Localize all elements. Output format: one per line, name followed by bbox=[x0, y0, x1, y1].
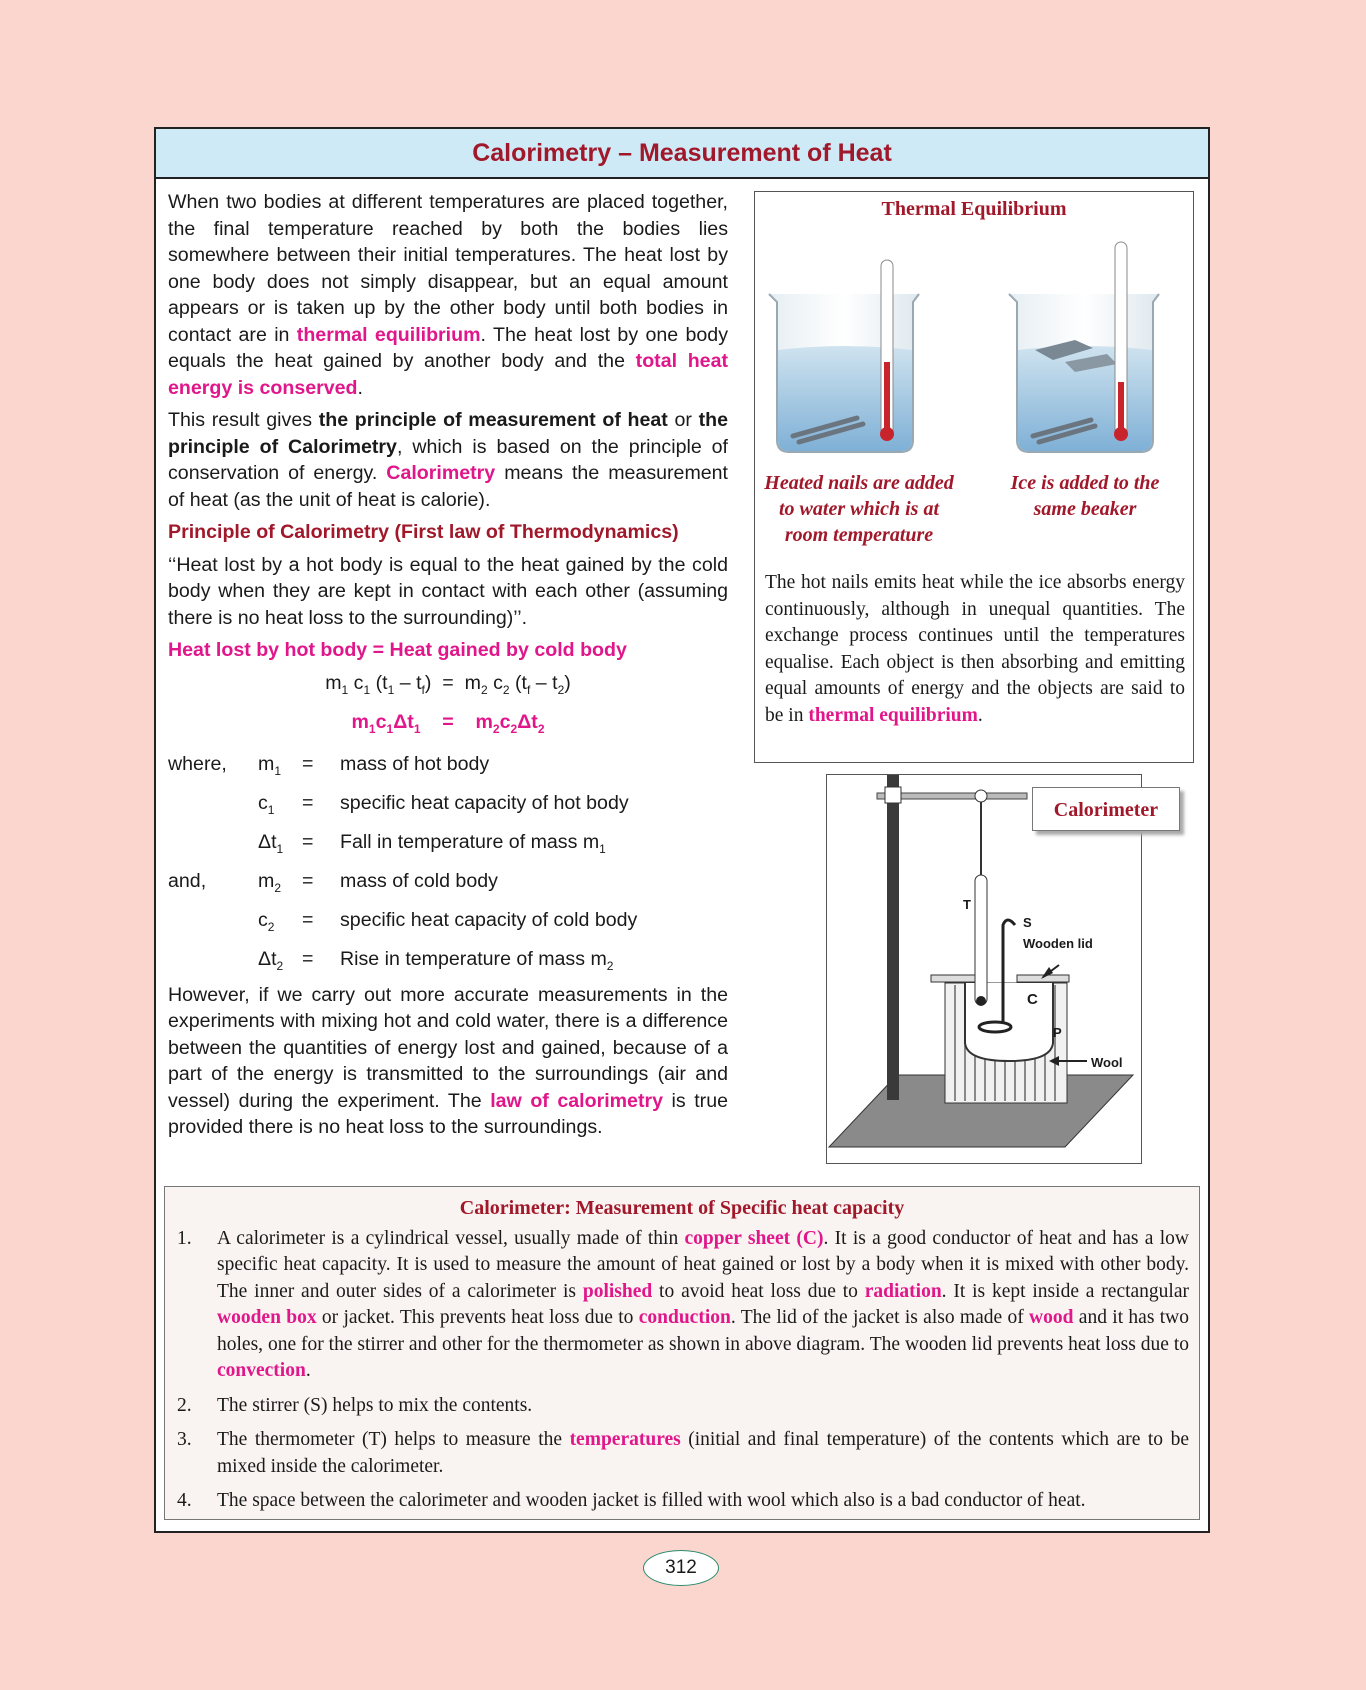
intro-paragraph-2 bbox=[168, 407, 728, 513]
equilibrium-text: The hot nails emits heat while the ice absorbs energy continuously, although in unequal quantities. The exchange process continues until the temperatures equalise. Each object is then absorbing and emitting equal amounts of energy and the objects are said to be in thermal equilibrium. bbox=[765, 572, 1185, 726]
bold-text: the principle of measurement of heat bbox=[318, 409, 668, 431]
label-c: C bbox=[1027, 991, 1038, 1008]
variable-row: where, $m_1$ = mass of hot body bbox=[168, 748, 728, 787]
highlight-thermal-equilibrium: thermal equilibrium bbox=[296, 323, 481, 346]
text: . bbox=[357, 376, 363, 399]
closing-paragraph: However, if we carry out more accurate measurements in the experiments with mixing hot and cold water, there is a difference between the quantities of energy lost and gained, because of a part of the energy is transmitted to the surroundings (air and vessel) during the experiment. The law of calorimetry is true provided there is no heat loss to the surroundings. bbox=[168, 983, 728, 1139]
specific-heat-list bbox=[165, 1226, 1199, 1515]
label-wool: Wool bbox=[1091, 1055, 1123, 1070]
principle-heading: Principle of Calorimetry (First law of Thermodynamics) bbox=[168, 521, 679, 543]
beaker-right-icon bbox=[1009, 242, 1159, 452]
variable-desc: specific heat capacity of hot body bbox=[340, 792, 629, 815]
label-p: P bbox=[1053, 1025, 1062, 1040]
variable-desc: mass of cold body bbox=[340, 870, 498, 893]
calorimeter-illustration bbox=[827, 775, 1140, 1162]
intro-paragraph-1 bbox=[168, 189, 728, 401]
text: , which is based on the principle of conservation of energy. bbox=[168, 435, 728, 484]
text: means the measurement of heat (as the unit of heat is calorie). bbox=[168, 462, 728, 511]
principle-quote: ‘‘Heat lost by a hot body is equal to the heat gained by the cold body when they are kept in contact with each other (assuming there is no heat loss to the surrounding)’’. bbox=[168, 553, 728, 629]
equilibrium-title: Thermal Equilibrium bbox=[881, 198, 1067, 220]
variable-symbol: $c_2$ bbox=[258, 908, 275, 934]
formula-1: $m_1$ $c_1$ $(t_1 - t_f) = m_2$ $c_2$ $(t_f - t_2)$ bbox=[325, 671, 571, 697]
variable-symbol: $c_1$ bbox=[258, 792, 275, 818]
highlight-energy-conserved: total heat energy is conserved bbox=[168, 350, 729, 399]
variable-row: and, $m_2$ = mass of cold body bbox=[168, 865, 728, 904]
label-t: T bbox=[963, 897, 971, 912]
caption-ice: Ice is added to the same beaker bbox=[1010, 472, 1160, 520]
variable-symbol: $\Delta t_1$ bbox=[258, 831, 284, 857]
variable-desc: specific heat capacity of cold body bbox=[340, 908, 638, 931]
text: When two bodies at different temperatures are placed together, the final temperature reached by both the bodies lies somewhere between their initial temperatures. The heat lost by one body does not simply disappear, but an equal amount appears or is taken up by the other body until both bodies in contact are in bbox=[168, 191, 728, 346]
content-frame bbox=[154, 127, 1210, 1533]
list-item: 2. The stirrer (S) helps to mix the contents. bbox=[177, 1394, 533, 1416]
text: . The heat lost by one body equals the heat gained by another body and the bbox=[168, 323, 728, 372]
beaker-left-icon bbox=[769, 260, 919, 452]
variable-desc: Rise in temperature of mass $m_2$ bbox=[340, 947, 614, 973]
variable-symbol: $m_2$ bbox=[258, 870, 282, 895]
list-item: 3. The thermometer (T) helps to measure the temperatures (initial and final temperature) of the contents which are to be mixed inside the calorimeter. bbox=[177, 1429, 1189, 1477]
highlight-law-of-calorimetry: law of calorimetry bbox=[490, 1089, 664, 1112]
variable-desc: mass of hot body bbox=[340, 753, 490, 776]
specific-heat-box bbox=[164, 1186, 1200, 1520]
page-title: Calorimetry – Measurement of Heat bbox=[156, 129, 1208, 179]
specific-heat-title: Calorimeter: Measurement of Specific heat capacity bbox=[459, 1197, 905, 1219]
thermal-equilibrium-box bbox=[754, 191, 1194, 763]
highlight-thermal-equilibrium: thermal equilibrium bbox=[808, 704, 978, 726]
law-statement: Heat lost by hot body = Heat gained by cold body bbox=[168, 639, 627, 661]
variable-row: $\Delta t_2$ = Rise in temperature of mass $m_2$ bbox=[168, 943, 728, 982]
variable-symbol: $m_1$ bbox=[258, 753, 282, 779]
text: or bbox=[667, 409, 699, 431]
label-s: S bbox=[1023, 915, 1032, 930]
variable-desc: Fall in temperature of mass $m_1$ bbox=[340, 831, 606, 857]
text: This result gives bbox=[168, 409, 319, 431]
variable-row: $c_1$ = specific heat capacity of hot body bbox=[168, 787, 728, 826]
variable-row: $\Delta t_1$ = Fall in temperature of mass $m_1$ bbox=[168, 826, 728, 865]
label-wooden-lid: Wooden lid bbox=[1023, 936, 1093, 951]
list-item: 1. A calorimeter is a cylindrical vessel, usually made of thin copper sheet (C). It is a good conductor of heat and has a low specific heat capacity. It is used to measure the amount of heat gained or lost by a body when it is mixed with other body. The inner and outer sides of a calorimeter is polished to avoid heat loss due to radiation. It is kept inside a rectangular wooden box or jacket. This prevents heat loss due to conduction. The lid of the jacket is also made of wood and it has two holes, one for the stirrer and other for the thermometer as shown in above diagram. The wooden lid prevents heat loss due to convection. bbox=[177, 1227, 1190, 1381]
variables-table bbox=[168, 748, 728, 981]
highlight-calorimetry: Calorimetry bbox=[386, 462, 496, 484]
bold-text: the principle of Calorimetry bbox=[168, 409, 728, 458]
formula-2: $m_1c_1\Delta t_1$ = $m_2c_2\Delta t_2$ bbox=[351, 710, 545, 736]
beakers-illustration bbox=[755, 222, 1192, 492]
caption-nails: Heated nails are added to water which is at room temperature bbox=[764, 472, 954, 546]
where-label: where, bbox=[168, 753, 227, 776]
calorimeter-label: Calorimeter bbox=[1032, 787, 1180, 831]
calorimeter-diagram bbox=[826, 774, 1159, 1164]
and-label: and, bbox=[168, 870, 207, 893]
main-text-column bbox=[168, 189, 728, 1147]
list-item: 4. The space between the calorimeter and wooden jacket is filled with wool which also is a bad conductor of heat. bbox=[177, 1490, 1086, 1511]
variable-symbol: $\Delta t_2$ bbox=[258, 947, 284, 973]
page-number: 312 bbox=[643, 1550, 719, 1586]
variable-row: $c_2$ = specific heat capacity of cold body bbox=[168, 904, 728, 943]
